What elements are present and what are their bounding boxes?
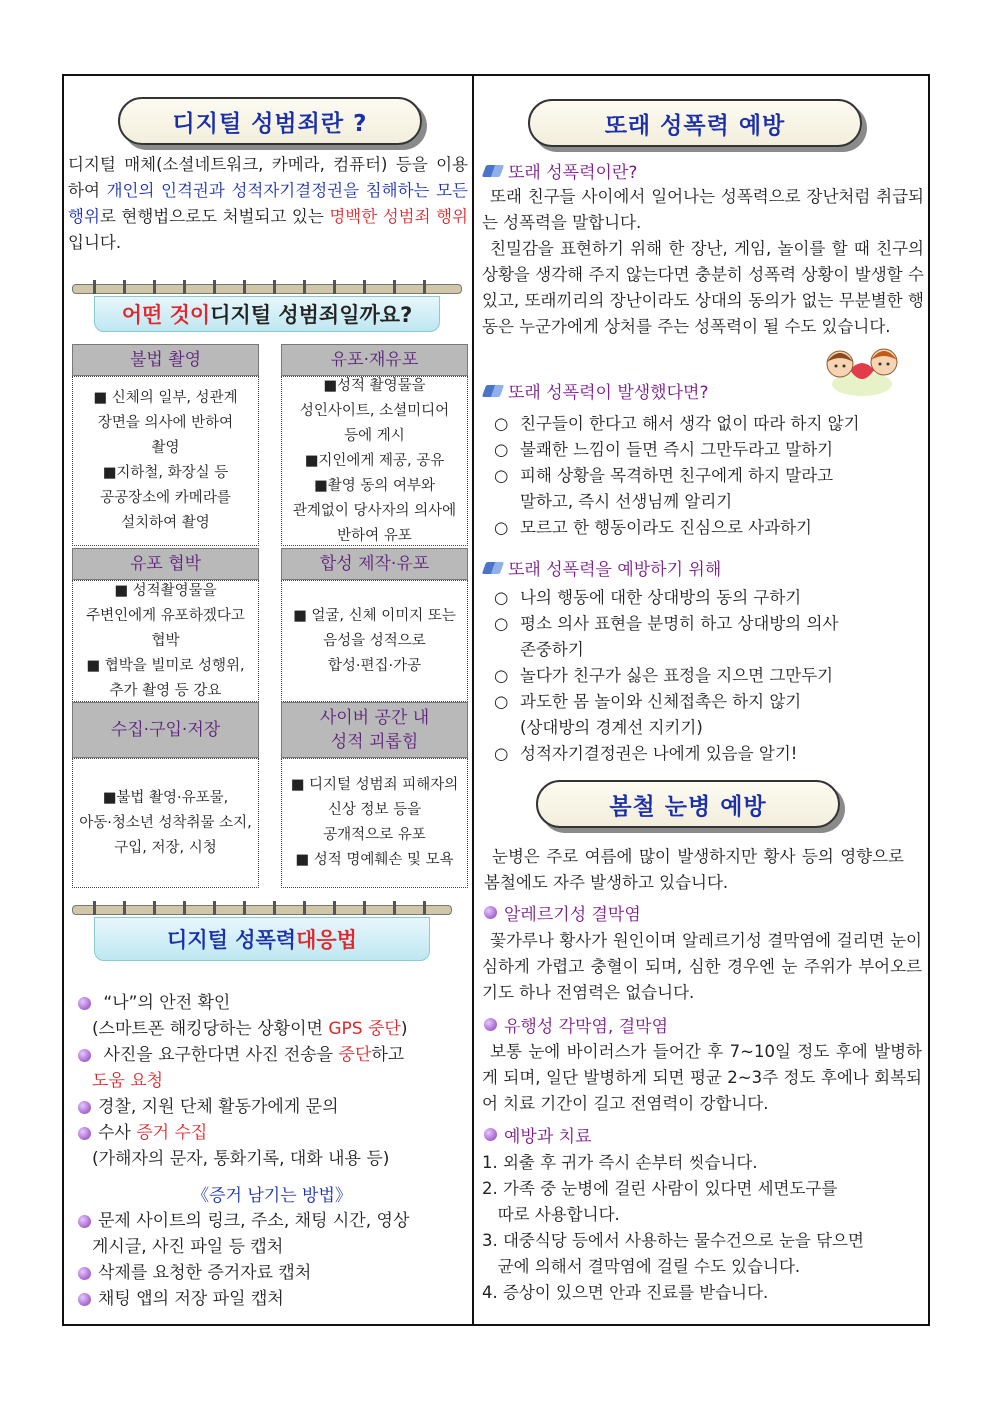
intro-segment: 개인의 인격권과 성적자기결정권을 침해하는 모든 행위 xyxy=(68,181,468,226)
crime-type-text: ■ 디지털 성범죄 피해자의 신상 정보 등을 공개적으로 유포 ■ 성적 명예훼손 및 모욕 xyxy=(290,777,459,868)
eye-heading-3: 예방과 치료 xyxy=(484,1122,592,1147)
crime-type-description xyxy=(72,580,259,702)
list-item-text: 평소 의사 표현을 분명히 하고 상대방의 의사 존중하기 xyxy=(520,614,839,659)
list-item-text: 친구들이 한다고 해서 생각 없이 따라 하지 않기 xyxy=(520,414,860,433)
crime-type-description xyxy=(281,376,468,546)
circle-marker: ○ xyxy=(494,692,509,711)
response-segment: 중단 xyxy=(338,1045,372,1065)
response-line xyxy=(78,1146,468,1172)
book-icon xyxy=(482,562,504,574)
circle-marker: ○ xyxy=(494,614,509,633)
eye-paragraph-2: 보통 눈에 바이러스가 들어간 후 7~10일 정도 후에 발병하게 되며, 일단 발병하게 되면 평균 2~3주 정도 후에나 회복되어 치료 기간이 길고 전염력이 강합니다. xyxy=(482,1042,922,1113)
evidence-text: 문제 사이트의 링크, 주소, 채팅 시간, 영상 xyxy=(98,1211,410,1231)
list-item-text: 불쾌한 느낌이 들면 즉시 그만두라고 말하기 xyxy=(520,440,834,459)
list-item-text: 놀다가 친구가 싫은 표정을 지으면 그만두기 xyxy=(520,666,834,685)
purple-gem-icon xyxy=(78,1293,91,1306)
book-icon xyxy=(482,385,504,397)
response-banner xyxy=(72,905,452,961)
response-line xyxy=(78,1016,468,1042)
evidence-text: 채팅 앱의 저장 파일 캡처 xyxy=(98,1289,284,1309)
crime-type-header: 불법 촬영 xyxy=(72,344,259,376)
s1-paragraph-1: 또래 친구들 사이에서 일어나는 성폭력으로 장난처럼 취급되는 성폭력을 말합니다. xyxy=(482,187,924,232)
purple-gem-icon xyxy=(78,1215,91,1228)
evidence-item xyxy=(78,1286,470,1312)
intro-segment: 명백한 성범죄 행위 xyxy=(329,207,468,226)
intro-paragraph xyxy=(68,152,468,256)
column-divider xyxy=(472,74,474,1326)
circle-marker: ○ xyxy=(494,414,509,433)
circle-marker: ○ xyxy=(494,466,509,485)
eye-heading-2: 유행성 각막염, 결막염 xyxy=(484,1012,668,1037)
list-item xyxy=(494,463,924,515)
list-item xyxy=(494,611,924,663)
circle-marker: ○ xyxy=(494,518,509,537)
purple-gem-icon xyxy=(78,1049,91,1062)
evidence-item xyxy=(78,1208,470,1234)
crime-type-description xyxy=(72,376,259,546)
purple-gem-icon xyxy=(484,1128,497,1141)
purple-gem-icon xyxy=(78,1101,91,1114)
evidence-list xyxy=(78,1208,470,1312)
eye-care-item: 3. 대중식당 등에서 사용하는 물수건으로 눈을 닦으면 균에 의해서 결막염에 걸릴 수도 있습니다. xyxy=(482,1231,864,1276)
evidence-text: 삭제를 요청한 증거자료 캡처 xyxy=(98,1263,312,1283)
subtitle-body xyxy=(94,296,440,332)
circle-marker: ○ xyxy=(494,744,509,763)
intro-segment: 로 현행법으로도 처벌되고 있는 xyxy=(99,207,330,226)
crime-type-header: 유포·재유포 xyxy=(281,344,468,376)
s1-paragraph-2: 친밀감을 표현하기 위해 한 장난, 게임, 놀이를 할 때 친구의 상황을 생각해 주지 않는다면 충분히 성폭력 상황이 발생할 수 있고, 또래끼리의 장난이라도 상대의 동의가 없는 무분별한 행동은 누군가에게 상처를 주는 성폭력이 될 수도 있습니다. xyxy=(482,239,924,336)
response-title: 디지털 성폭력 대응법 xyxy=(94,917,430,961)
response-segment: 사진을 요구한다면 사진 전송을 xyxy=(98,1045,339,1065)
crime-type-text: ■ 신체의 일부, 성관계 장면을 의사에 반하여 촬영 ■지하철, 화장실 등 공공장소에 카메라를 설치하여 촬영 xyxy=(93,390,238,531)
list-item xyxy=(494,515,924,541)
children-illustration xyxy=(812,340,912,396)
response-segment: 경찰, 지원 단체 활동가에게 문의 xyxy=(98,1097,339,1117)
subtitle-part2: 디지털 성범죄일까요? xyxy=(210,303,413,327)
purple-gem-icon xyxy=(78,1267,91,1280)
crime-type-text: ■불법 촬영·유포물, 아동·청소년 성착취물 소지, 구입, 저장, 시청 xyxy=(79,789,252,856)
list-item xyxy=(494,663,924,689)
circle-marker: ○ xyxy=(494,588,509,607)
crime-type-header: 수집·구입·저장 xyxy=(72,702,259,758)
list-item-text: 성적자기결정권은 나에게 있음을 알기! xyxy=(520,744,798,763)
eye-care-list xyxy=(482,1150,922,1306)
s2-list xyxy=(494,411,924,541)
crime-type-header: 유포 협박 xyxy=(72,548,259,580)
response-line xyxy=(78,1068,468,1094)
evidence-item xyxy=(78,1234,470,1260)
crime-type-header: 사이버 공간 내 성적 괴롭힘 xyxy=(281,702,468,758)
purple-gem-icon xyxy=(78,997,91,1010)
response-segment: 도움 요청 xyxy=(92,1071,164,1091)
book-icon xyxy=(482,165,504,177)
crime-type-description xyxy=(72,758,259,888)
list-item xyxy=(494,689,924,741)
response-segment: ) xyxy=(400,1019,408,1039)
subtitle-banner xyxy=(72,284,462,332)
list-item-text: 나의 행동에 대한 상대방의 동의 구하기 xyxy=(520,588,802,607)
response-line xyxy=(78,1042,468,1068)
evidence-title: 《증거 남기는 방법》 xyxy=(192,1186,352,1206)
response-segment: (스마트폰 해킹당하는 상황이면 xyxy=(92,1019,329,1039)
purple-gem-icon xyxy=(78,1127,91,1140)
response-segment: 수사 xyxy=(98,1123,137,1143)
response-line xyxy=(78,1120,468,1146)
crime-type-text: ■ 얼굴, 신체 이미지 또는 음성을 성적으로 합성·편집·가공 xyxy=(293,607,456,674)
response-line xyxy=(78,990,468,1016)
response-list xyxy=(78,990,468,1172)
circle-marker: ○ xyxy=(494,440,509,459)
crime-type-text: ■성적 촬영물을 성인사이트, 소셜미디어 등에 게시 ■지인에게 제공, 공유 ■촬영 동의 여부와 관계없이 당사자의 의사에 반하여 유포 xyxy=(292,377,457,544)
response-line xyxy=(78,1094,468,1120)
digital-crime-title: 디지털 성범죄란 ? xyxy=(118,97,422,145)
response-segment: GPS 중단 xyxy=(328,1019,401,1039)
s1-heading: 또래 성폭력이란? xyxy=(484,158,637,183)
crime-type-text: ■ 성적촬영물을 주변인에게 유포하겠다고 협박 ■ 협박을 빌미로 성행위, 추가 촬영 등 강요 xyxy=(86,582,245,699)
s3-heading: 또래 성폭력을 예방하기 위해 xyxy=(484,555,721,580)
list-item xyxy=(494,437,924,463)
response-segment: “나”의 안전 확인 xyxy=(98,993,231,1013)
list-item xyxy=(494,585,924,611)
peer-violence-title: 또래 성폭력 예방 xyxy=(528,99,862,147)
eye-care-item: 2. 가족 중 눈병에 걸린 사람이 있다면 세면도구를 따로 사용합니다. xyxy=(482,1179,838,1224)
s3-list xyxy=(494,585,924,767)
crime-type-description xyxy=(281,758,468,888)
evidence-item xyxy=(78,1260,470,1286)
purple-gem-icon xyxy=(484,906,497,919)
list-item-text: 모르고 한 행동이라도 진심으로 사과하기 xyxy=(520,518,812,537)
purple-gem-icon xyxy=(484,1018,497,1031)
intro-segment: 디지털 매체(소셜네트워크, 카메라, 컴퓨터) 등을 이용하여 xyxy=(68,155,468,200)
s2-heading: 또래 성폭력이 발생했다면? xyxy=(484,378,708,403)
list-item-text: 과도한 몸 놀이와 신체접촉은 하지 않기 (상대방의 경계선 지키기) xyxy=(520,692,802,737)
eye-care-item: 1. 외출 후 귀가 즉시 손부터 씻습니다. xyxy=(482,1153,758,1172)
list-item-text: 피해 상황을 목격하면 친구에게 하지 말라고 말하고, 즉시 선생님께 알리기 xyxy=(520,466,834,511)
crime-type-header: 합성 제작·유포 xyxy=(281,548,468,580)
subtitle-part1: 어떤 것이 xyxy=(121,303,211,327)
intro-segment: 입니다. xyxy=(68,233,122,252)
response-segment: 증거 수집 xyxy=(136,1123,208,1143)
response-segment: (가해자의 문자, 통화기록, 대화 내용 등) xyxy=(92,1149,390,1169)
banner-rod xyxy=(72,284,462,294)
eye-heading-1: 알레르기성 결막염 xyxy=(484,900,641,925)
evidence-text: 게시글, 사진 파일 등 캡처 xyxy=(92,1237,284,1257)
eye-intro: 눈병은 주로 여름에 많이 발생하지만 황사 등의 영향으로 봄철에도 자주 발생하고 있습니다. xyxy=(484,847,904,892)
list-item xyxy=(494,411,924,437)
circle-marker: ○ xyxy=(494,666,509,685)
response-segment: 하고 xyxy=(371,1045,405,1065)
eye-care-item: 4. 증상이 있으면 안과 진료를 받습니다. xyxy=(482,1283,769,1302)
list-item xyxy=(494,741,924,767)
eye-disease-title: 봄철 눈병 예방 xyxy=(536,780,840,828)
crime-type-description xyxy=(281,580,468,702)
eye-paragraph-1: 꽃가루나 황사가 원인이며 알레르기성 결막염에 걸리면 눈이 심하게 가렵고 충혈이 되며, 심한 경우엔 눈 주위가 부어오르기도 하나 전염력은 없습니다. xyxy=(482,931,922,1002)
banner-rod xyxy=(72,905,452,915)
